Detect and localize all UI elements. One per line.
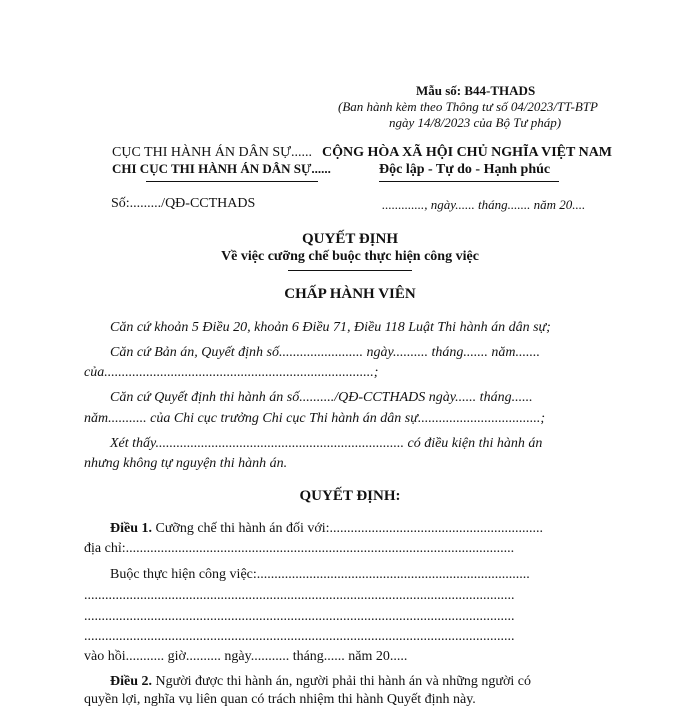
document-subject: Về việc cưỡng chế buộc thực hiện công việc <box>221 249 479 264</box>
consideration-line2: nhưng không tự nguyện thi hành án. <box>84 456 288 471</box>
basis-judgment-line2: của.............................................................................; <box>84 365 379 380</box>
article-2-label: Điều 2. <box>110 674 152 689</box>
issued-note-line1: (Ban hành kèm theo Thông tư số 04/2023/TT-BTP <box>338 99 598 114</box>
document-number: Số:........./QĐ-CCTHADS <box>111 196 256 211</box>
article-2-line1 <box>110 674 531 690</box>
consideration-line1: Xét thấy....................................................................... có điều kiện thi hành án <box>110 436 543 451</box>
issuing-authority: CHẤP HÀNH VIÊN <box>284 286 416 302</box>
article-1-time: vào hồi........... giờ.......... ngày........... tháng...... năm 20..... <box>84 649 408 664</box>
form-number: Mẫu số: B44-THADS <box>416 83 536 98</box>
agency-name: CHI CỤC THI HÀNH ÁN DÂN SỰ...... <box>112 161 331 176</box>
article-1-line1 <box>110 521 543 537</box>
place-date: ............., ngày...... tháng....... năm 20.... <box>382 197 586 212</box>
article-2-text: Người được thi hành án, người phải thi hành án và những người có <box>152 674 531 689</box>
motto-underline <box>379 181 559 182</box>
article-1-task: Buộc thực hiện công việc:.............................................................................. <box>110 567 530 582</box>
issued-note-line2: ngày 14/8/2023 của Bộ Tư pháp) <box>389 115 562 130</box>
basis-enforcement-line1: Căn cứ Quyết định thi hành án số........../QĐ-CCTHADS ngày...... tháng...... <box>110 390 533 405</box>
article-2-line2: quyền lợi, nghĩa vụ liên quan có trách nhiệm thi hành Quyết định này. <box>84 692 476 707</box>
basis-enforcement-line2: năm........... của Chi cục trưởng Chi cục Thi hành án dân sự...................................; <box>84 411 546 426</box>
national-title: CỘNG HÒA XÃ HỘI CHỦ NGHĨA VIỆT NAM <box>322 145 613 160</box>
document-title: QUYẾT ĐỊNH <box>302 231 398 247</box>
national-motto: Độc lập - Tự do - Hạnh phúc <box>379 162 551 177</box>
agency-parent: CỤC THI HÀNH ÁN DÂN SỰ...... <box>112 145 312 160</box>
article-1-dots-1: ........................................................................................................................... <box>84 588 515 603</box>
article-1-address: địa chỉ:............................................................................................................... <box>84 541 515 556</box>
article-1-dots-2: ........................................................................................................................... <box>84 609 515 624</box>
article-1-dots-3: ........................................................................................................................... <box>84 629 515 644</box>
basis-judgment-line1: Căn cứ Bản án, Quyết định số........................ ngày.......... tháng....... năm....... <box>110 345 540 360</box>
decision-heading: QUYẾT ĐỊNH: <box>299 488 401 504</box>
article-1-label: Điều 1. <box>110 521 152 536</box>
article-1-text: Cưỡng chế thi hành án đối với:............................................................. <box>152 521 544 536</box>
subject-underline <box>288 270 412 271</box>
basis-law: Căn cứ khoản 5 Điều 20, khoản 6 Điều 71, Điều 118 Luật Thi hành án dân sự; <box>110 320 551 335</box>
agency-underline <box>146 181 318 182</box>
